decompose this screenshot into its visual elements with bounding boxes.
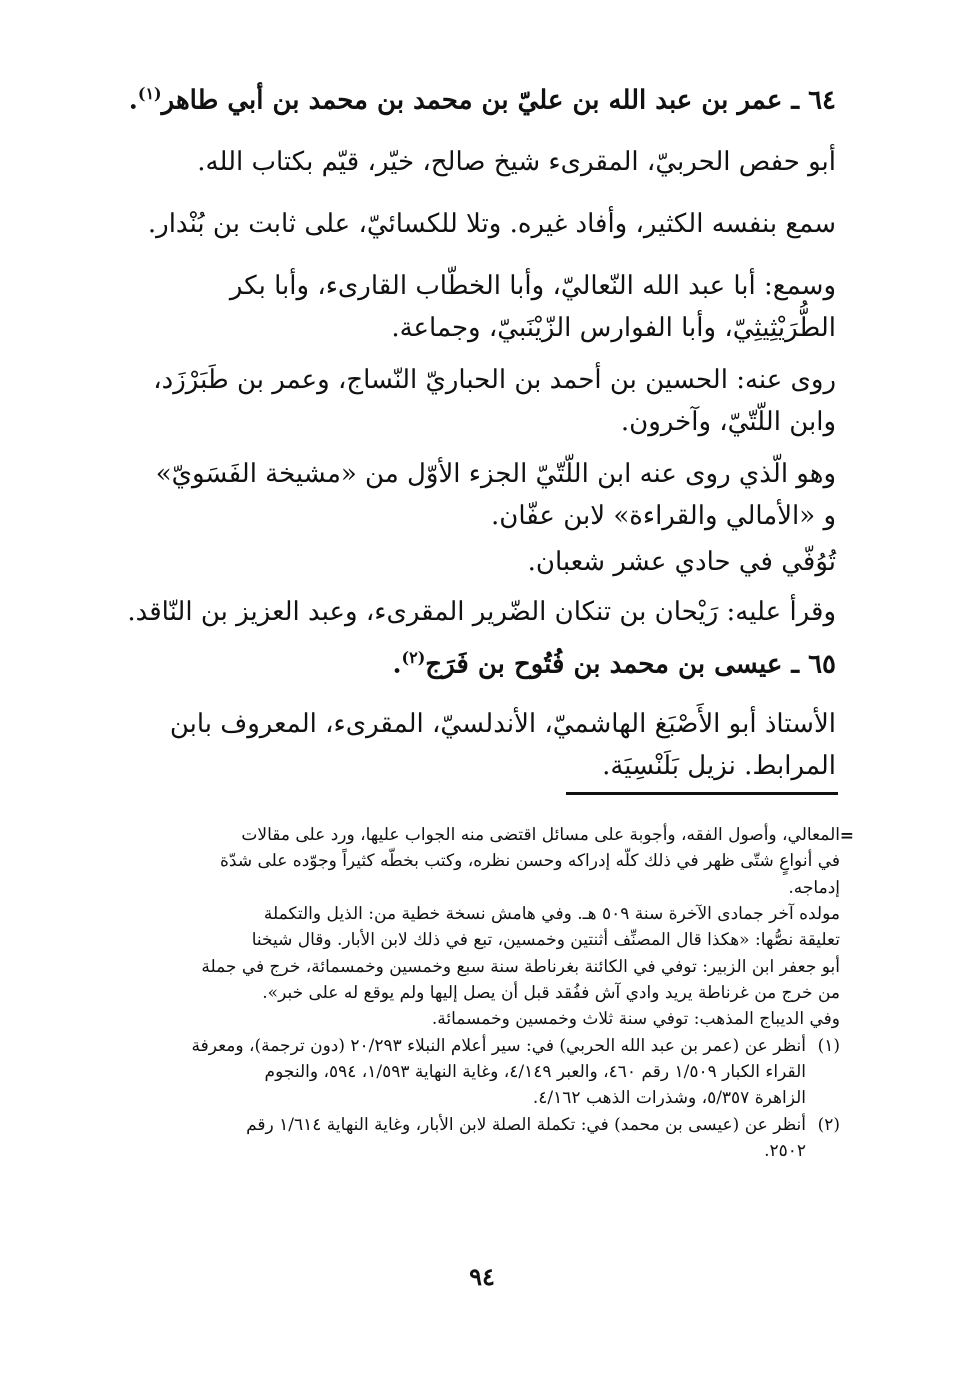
line-text: المرابط. نزيل بَلَنْسِيَة. — [602, 751, 836, 781]
footnotes — [120, 822, 840, 1164]
line-text: تُوُفّي في حادي عشر شعبان. — [527, 547, 836, 577]
footnote-line — [120, 927, 840, 953]
footnote-line — [120, 1006, 840, 1032]
footnote-number: (٢) — [817, 1114, 840, 1135]
footnote-text: إدماجه. — [788, 877, 840, 898]
footnote-text: المعالي، وأصول الفقه، وأجوبة على مسائل اقتضى منه الجواب عليها، ورد على مقالات — [241, 825, 840, 845]
line-tail: . — [128, 85, 138, 116]
footnote-line — [120, 980, 840, 1006]
line-text: ٦٤ ـ عمر بن عبد الله بن عليّ بن محمد بن محمد بن أبي طاهر — [161, 85, 836, 116]
line-text: وابن اللّتّيّ، وآخرون. — [620, 407, 836, 437]
footnote-line — [120, 954, 840, 980]
entry-heading — [129, 84, 836, 118]
footnote-marker[interactable]: (٢) — [401, 648, 426, 667]
line-tail: . — [392, 649, 402, 680]
footnote-line — [120, 875, 840, 901]
footnote-line — [120, 848, 840, 874]
footnote-line — [120, 1112, 840, 1138]
text-line — [170, 708, 836, 742]
line-text: الأستاذ أبو الأَصْبَغ الهاشميّ، الأندلسيّ، المقرىء، المعروف بابن — [169, 709, 836, 739]
line-text: ٦٥ ـ عيسى بن محمد بن فُتُوح بن فَرَج — [425, 649, 836, 680]
footnote-text: من خرج من غرناطة يريد وادي آش ففُقد قبل أن يصل إليها ولم يوقع له على خبر». — [262, 983, 840, 1004]
footnote-text: وفي الديباج المذهب: توفي سنة ثلاث وخمسين وخمسمائة. — [431, 1009, 840, 1030]
footnote-text: أنظر عن (عمر بن عبد الله الحربي) في: سير أعلام النبلاء ٢٠/٢٩٣ (دون ترجمة)، ومعرفة — [191, 1035, 806, 1056]
footnote-marker[interactable]: (١) — [137, 84, 162, 103]
footnote-text: الزاهرة ٥/٣٥٧، وشذرات الذهب ٤/١٦٢. — [532, 1088, 806, 1109]
line-text: وهو الّذي روى عنه ابن اللّتّيّ الجزء الأوّل من «مشيخة الفَسَويّ» — [155, 459, 836, 489]
text-line — [127, 596, 836, 630]
line-text: و «الأمالي والقراءة» لابن عفّان. — [491, 501, 836, 531]
text-line — [528, 546, 836, 580]
line-text: روى عنه: الحسين بن أحمد بن الحباريّ النّساج، وعمر بن طَبَرْزَد، — [153, 365, 836, 395]
footnote-separator — [566, 792, 838, 795]
footnote-line — [120, 1138, 840, 1164]
text-line — [621, 406, 836, 440]
text-line — [148, 208, 836, 242]
line-text: الطُّرَيْثِيثِيّ، وأبا الفوارس الزّيْنَبيّ، وجماعة. — [391, 313, 836, 343]
footnote-line — [120, 1085, 840, 1111]
footnote-line — [120, 822, 840, 848]
footnote-text: تعليقة نصُّها: «هكذا قال المصنِّف أثنتين وخمسين، تبع في ذلك لابن الأبار. وقال شيخنا — [251, 930, 840, 951]
line-text: سمع بنفسه الكثير، وأفاد غيره. وتلا للكسائيّ، على ثابت بن بُنْدار. — [147, 209, 836, 239]
text-line — [391, 312, 836, 346]
text-line — [230, 270, 836, 304]
footnote-text: القراء الكبار ١/٥٠٩ رقم ٤٦٠، والعبر ٤/١٤٩، وغاية النهاية ١/٥٩٣، ٥٩٤، والنجوم — [264, 1062, 806, 1083]
text-line — [602, 750, 836, 784]
footnote-text: ٢٥٠٢. — [764, 1141, 806, 1162]
footnote-line — [120, 901, 840, 927]
footnote-line — [120, 1033, 840, 1059]
line-text: وسمع: أبا عبد الله النّعاليّ، وأبا الخطّاب القارىء، وأبا بكر — [229, 271, 836, 301]
footnote-text: مولده آخر جمادى الآخرة سنة ٥٠٩ هـ. وفي هامش نسخة خطية من: الذيل والتكملة — [263, 904, 840, 925]
footnote-line — [120, 1059, 840, 1085]
text-line — [156, 458, 836, 492]
footnote-text: في أنواعٍ شتّى ظهر في ذلك كلّه إدراكه وحسن نظره، وكتب بخطّه كثيراً وجوّده على شدّة — [219, 851, 840, 872]
footnote-text: أنظر عن (عيسى بن محمد) في: تكملة الصلة لابن الأبار، وغاية النهاية ١/٦١٤ رقم — [246, 1114, 806, 1135]
entry-heading — [392, 648, 836, 682]
continuation-mark: = — [839, 826, 854, 846]
footnote-text: أبو جعفر ابن الزبير: توفي في الكائنة بغرناطة سنة سبع وخمسين وخمسمائة، خرج في جملة — [201, 956, 840, 977]
page-number: ٩٤ — [469, 1262, 495, 1291]
text-line — [153, 364, 836, 398]
text-line — [197, 146, 836, 180]
line-text: أبو حفص الحربيّ، المقرىء شيخ صالح، خيّر، قيّم بكتاب الله. — [197, 147, 836, 177]
line-text: وقرأ عليه: رَيْحان بن تنكان الضّرير المقرىء، وعبد العزيز بن النّاقد. — [127, 597, 836, 627]
footnote-number: (١) — [817, 1035, 840, 1056]
text-line — [491, 500, 836, 534]
